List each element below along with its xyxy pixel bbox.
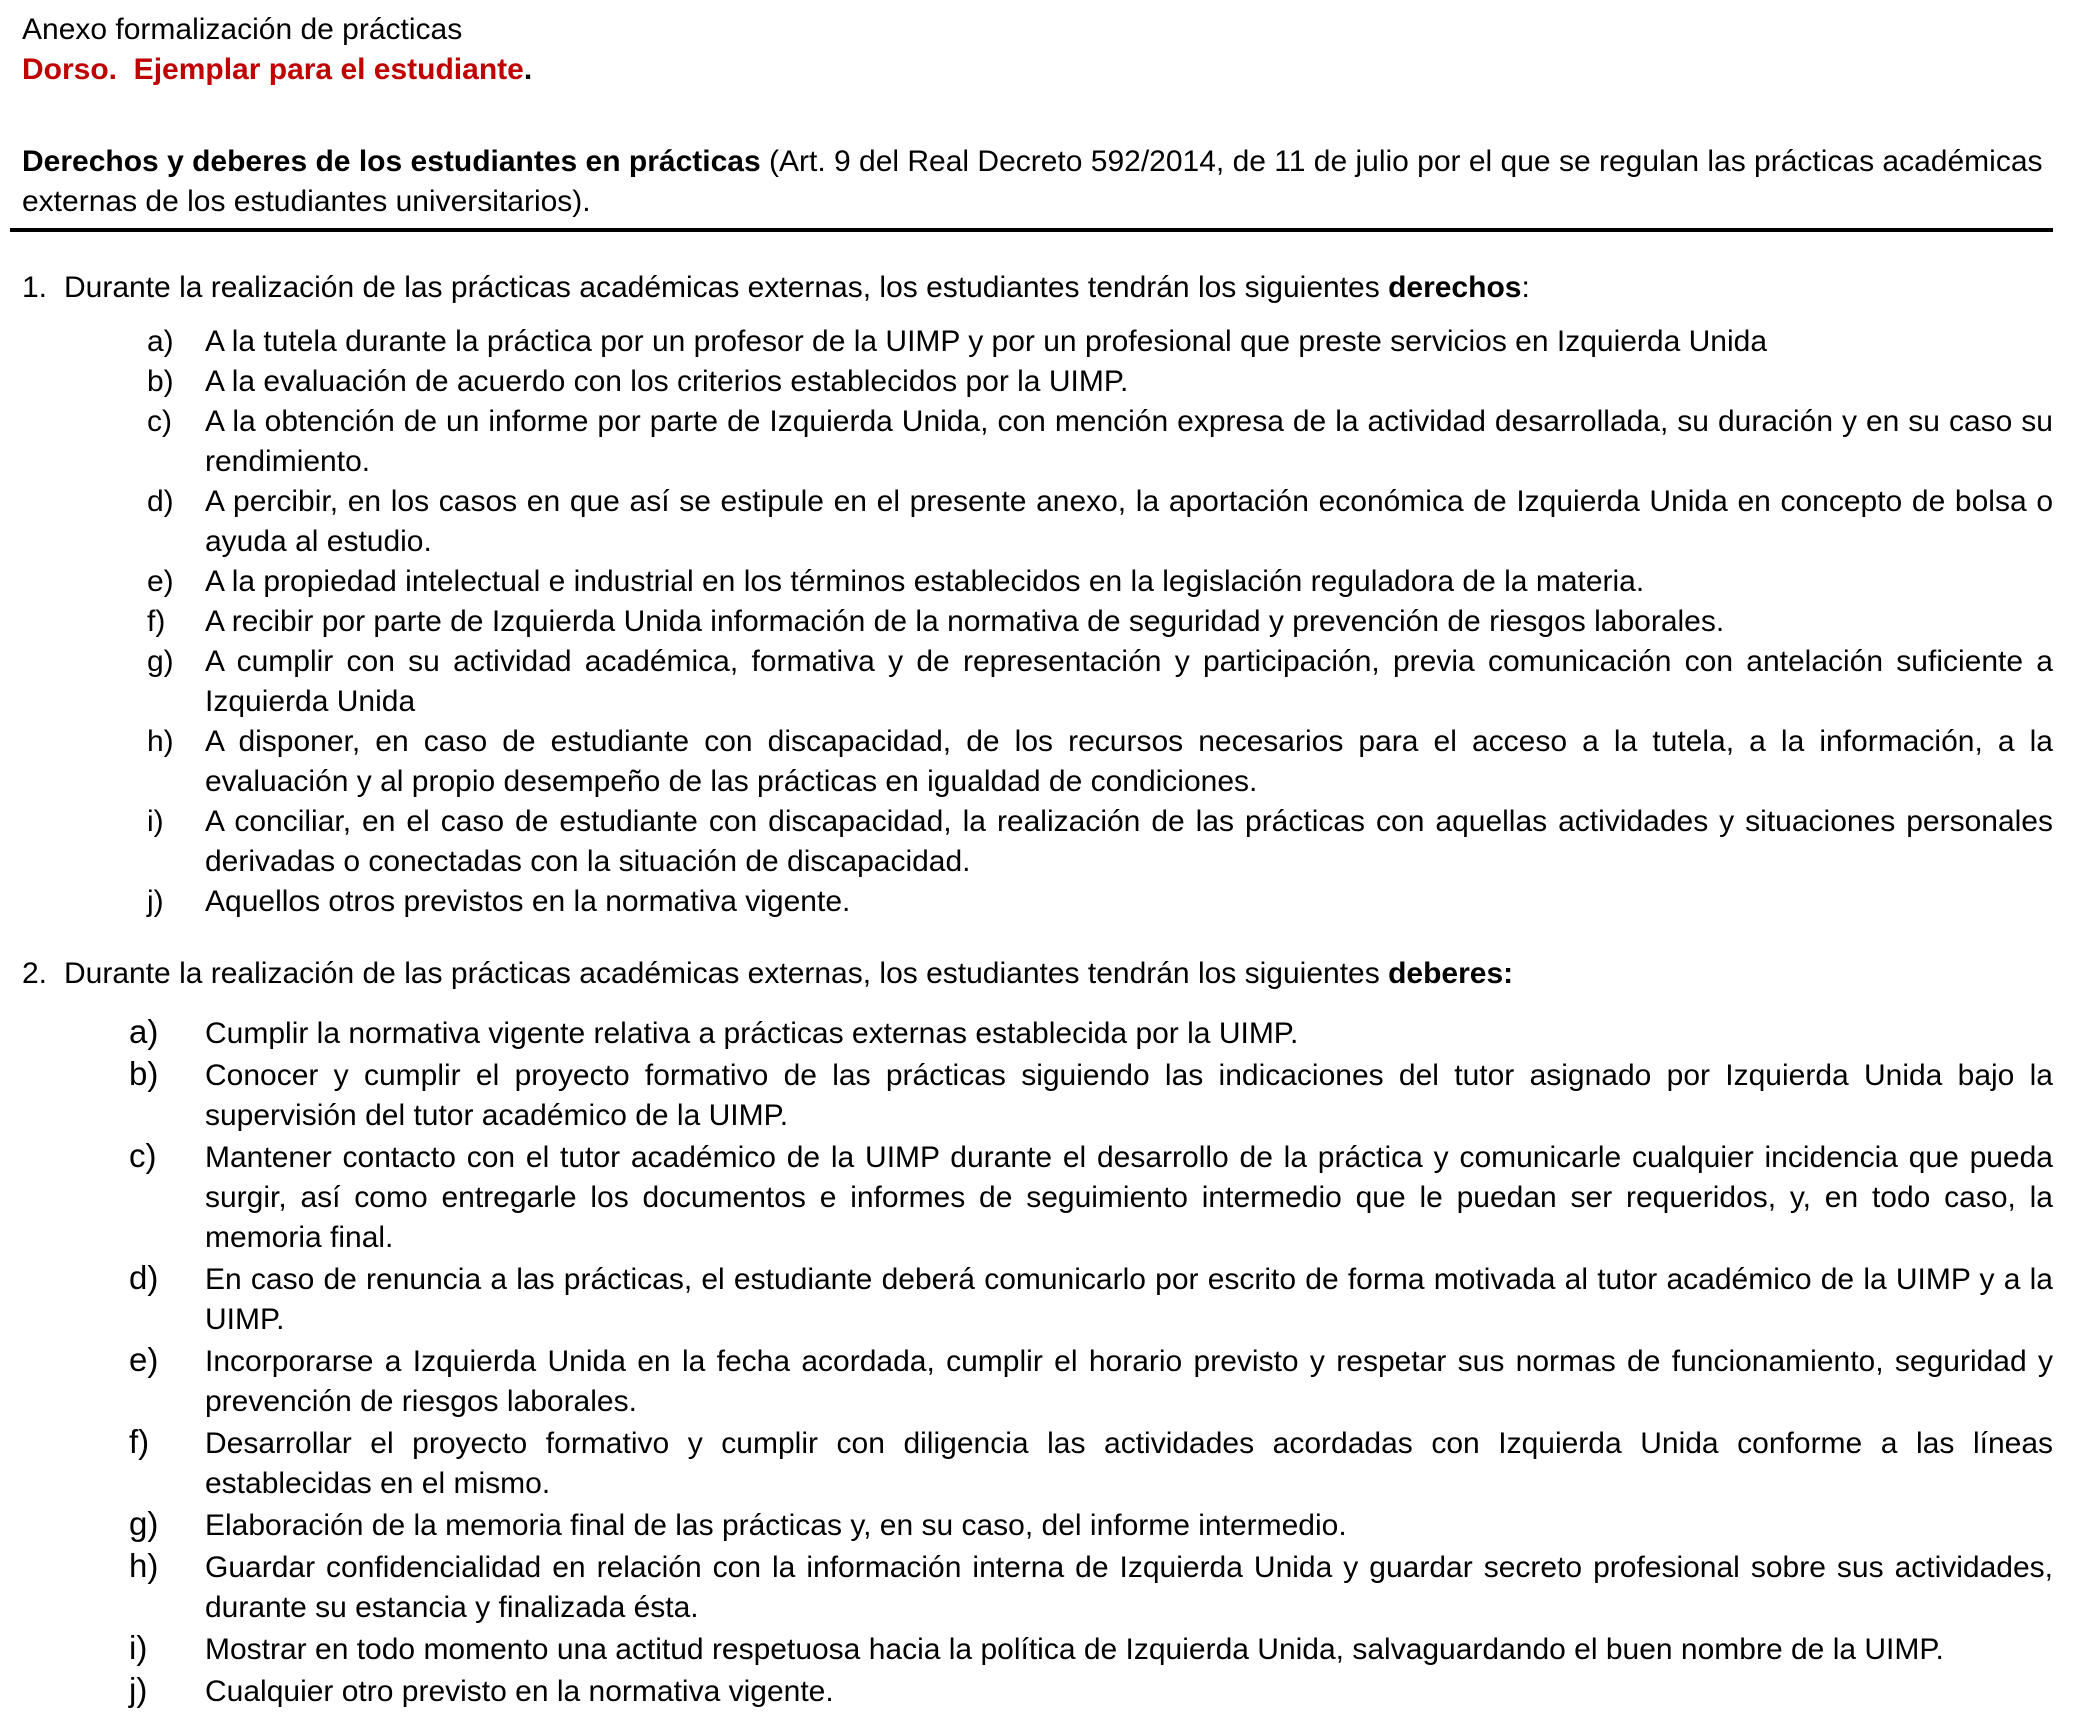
list-item	[129, 1628, 2053, 1670]
deberes-intro	[22, 954, 2053, 994]
deberes-list	[22, 1012, 2053, 1712]
list-item	[147, 602, 2053, 642]
list-item	[147, 482, 2053, 562]
item-text: Conocer y cumplir el proyecto formativo de las prácticas siguiendo las indicaciones del tutor asignado por Izquierda Unida bajo la supervisión del tutor académico de la UIMP.	[205, 1059, 2053, 1132]
item-text: Aquellos otros previstos en la normativa vigente.	[205, 885, 851, 918]
item-letter: i)	[147, 805, 164, 838]
list-item	[147, 802, 2053, 882]
item-text: Cualquier otro previsto en la normativa vigente.	[205, 1675, 834, 1708]
section-number: 1.	[22, 271, 48, 304]
item-text: A percibir, en los casos en que así se estipule en el presente anexo, la aportación económica de Izquierda Unida en concepto de bolsa o ayuda al estudio.	[205, 485, 2053, 558]
intro-prefix: Durante la realización de las prácticas académicas externas, los estudiantes tendrán los siguientes	[64, 957, 1389, 990]
item-letter: j)	[147, 885, 164, 918]
derechos-intro	[22, 268, 2053, 308]
item-letter: c)	[129, 1137, 157, 1174]
list-item	[129, 1340, 2053, 1422]
item-text: A recibir por parte de Izquierda Unida información de la normativa de seguridad y prevención de riesgos laborales.	[205, 605, 1725, 638]
item-letter: c)	[147, 405, 172, 438]
item-text: A la evaluación de acuerdo con los criterios establecidos por la UIMP.	[205, 365, 1129, 398]
list-item	[147, 882, 2053, 922]
item-letter: j)	[129, 1671, 148, 1708]
item-letter: h)	[129, 1547, 159, 1584]
list-item	[147, 642, 2053, 722]
item-letter: e)	[129, 1341, 159, 1378]
item-text: A la obtención de un informe por parte de Izquierda Unida, con mención expresa de la actividad desarrollada, su duración y en su caso su rendimiento.	[205, 405, 2053, 478]
section-number: 2.	[22, 957, 48, 990]
item-text: Cumplir la normativa vigente relativa a prácticas externas establecida por la UIMP.	[205, 1017, 1299, 1050]
item-letter: g)	[129, 1505, 159, 1542]
item-letter: f)	[129, 1423, 150, 1460]
item-letter: a)	[129, 1013, 159, 1050]
intro-prefix: Durante la realización de las prácticas académicas externas, los estudiantes tendrán los siguientes	[64, 271, 1389, 304]
copy-designation-line	[22, 50, 2053, 90]
item-text: Elaboración de la memoria final de las prácticas y, en su caso, del informe intermedio.	[205, 1509, 1347, 1542]
item-letter: a)	[147, 325, 174, 358]
list-item	[129, 1546, 2053, 1628]
item-text: A conciliar, en el caso de estudiante con discapacidad, la realización de las prácticas con aquellas actividades y situaciones personales derivadas o conectadas con la situación de discapacidad.	[205, 805, 2053, 878]
heading-bold-text: Derechos y deberes de los estudiantes en prácticas	[22, 145, 761, 178]
item-letter: b)	[129, 1055, 159, 1092]
item-text: Guardar confidencialidad en relación con la información interna de Izquierda Unida y guardar secreto profesional sobre sus actividades, durante su estancia y finalizada ésta.	[205, 1551, 2053, 1624]
item-text: A la propiedad intelectual e industrial en los términos establecidos en la legislación reguladora de la materia.	[205, 565, 1645, 598]
item-text: A disponer, en caso de estudiante con discapacidad, de los recursos necesarios para el acceso a la tutela, a la información, a la evaluación y al propio desempeño de las prácticas en igualdad de condiciones.	[205, 725, 2053, 798]
item-text: A cumplir con su actividad académica, formativa y de representación y participación, previa comunicación con antelación suficiente a Izquierda Unida	[205, 645, 2053, 718]
item-text: Incorporarse a Izquierda Unida en la fecha acordada, cumplir el horario previsto y respetar sus normas de funcionamiento, seguridad y prevención de riesgos laborales.	[205, 1345, 2053, 1418]
item-letter: d)	[147, 485, 174, 518]
item-letter: h)	[147, 725, 174, 758]
item-text: A la tutela durante la práctica por un profesor de la UIMP y por un profesional que preste servicios en Izquierda Unida	[205, 325, 1768, 358]
annex-title: Anexo formalización de prácticas	[22, 13, 463, 46]
list-item	[147, 402, 2053, 482]
list-item	[147, 322, 2053, 362]
deberes-intro-text	[64, 954, 2053, 994]
dorso-label: Dorso. Ejemplar para el estudiante	[22, 53, 524, 86]
list-item	[129, 1504, 2053, 1546]
document-header	[22, 10, 2053, 90]
derechos-intro-text	[64, 268, 2053, 308]
intro-bold-word: derechos	[1388, 271, 1522, 304]
list-item	[129, 1258, 2053, 1340]
list-item	[129, 1670, 2053, 1712]
item-letter: d)	[129, 1259, 159, 1296]
intro-suffix: :	[1521, 271, 1530, 304]
deberes-section	[22, 954, 2053, 1712]
item-text: Mostrar en todo momento una actitud respetuosa hacia la política de Izquierda Unida, salvaguardando el buen nombre de la UIMP.	[205, 1633, 1944, 1666]
item-letter: e)	[147, 565, 174, 598]
list-item	[129, 1054, 2053, 1136]
intro-bold-word: deberes:	[1388, 957, 1514, 990]
rights-duties-heading	[10, 142, 2053, 232]
item-letter: b)	[147, 365, 174, 398]
list-item	[129, 1012, 2053, 1054]
derechos-section	[22, 268, 2053, 922]
item-letter: f)	[147, 605, 166, 638]
list-item	[129, 1422, 2053, 1504]
item-letter: i)	[129, 1629, 148, 1666]
item-letter: g)	[147, 645, 174, 678]
list-item	[147, 562, 2053, 602]
item-text: Mantener contacto con el tutor académico de la UIMP durante el desarrollo de la práctica y comunicarle cualquier incidencia que pueda surgir, así como entregarle los documentos e informes de seguimiento intermedio que le puedan ser requeridos, y, en todo caso, la memoria final.	[205, 1141, 2053, 1254]
item-text: Desarrollar el proyecto formativo y cumplir con diligencia las actividades acordadas con Izquierda Unida conforme a las líneas establecidas en el mismo.	[205, 1427, 2053, 1500]
list-item	[129, 1136, 2053, 1258]
dorso-period: .	[523, 53, 533, 86]
heading-regular-text: (Art. 9 del Real Decreto 592/2014, de 11 de julio por el que se regulan las prácticas académicas externas de los estudiantes universitarios).	[22, 145, 2043, 218]
derechos-list	[22, 322, 2053, 922]
list-item	[147, 362, 2053, 402]
list-item	[147, 722, 2053, 802]
item-text: En caso de renuncia a las prácticas, el estudiante deberá comunicarlo por escrito de forma motivada al tutor académico de la UIMP y a la UIMP.	[205, 1263, 2053, 1336]
